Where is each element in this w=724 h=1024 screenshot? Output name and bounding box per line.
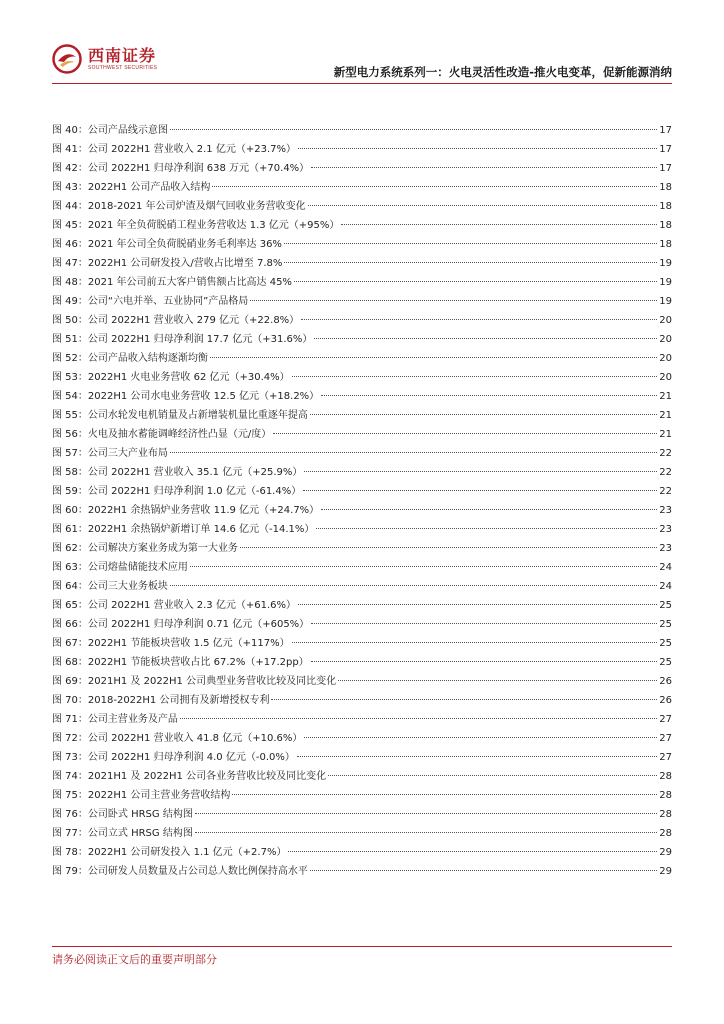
toc-entry-label[interactable]: 图 60：2022H1 余热锅炉业务营收 11.9 亿元（+24.7%） [52, 505, 320, 516]
toc-leader-dots [195, 832, 657, 833]
toc-leader-dots [294, 281, 657, 282]
toc-entry-label[interactable]: 图 55：公司水轮发电机销量及占新增装机量比重逐年提高 [52, 410, 308, 421]
toc-entry[interactable] [52, 672, 672, 691]
toc-entry-page[interactable]: 18 [659, 220, 672, 231]
report-title: 新型电力系统系列一：火电灵活性改造-推火电变革，促新能源消纳 [333, 65, 672, 79]
toc-leader-dots [170, 585, 657, 586]
toc-entry[interactable] [52, 311, 672, 330]
logo-english-name: SOUTHWEST SECURITIES [88, 64, 158, 71]
toc-entry-label[interactable]: 图 50：公司 2022H1 营业收入 279 亿元（+22.8%） [52, 315, 300, 326]
toc-leader-dots [304, 471, 657, 472]
toc-entry-label[interactable]: 图 59：公司 2022H1 归母净利润 1.0 亿元（-61.4%） [52, 486, 302, 497]
toc-entry-page[interactable]: 28 [659, 809, 672, 820]
toc-entry[interactable] [52, 235, 672, 254]
toc-entry-label[interactable]: 图 78：2022H1 公司研发投入 1.1 亿元（+2.7%） [52, 847, 287, 858]
toc-entry-label[interactable]: 图 66：公司 2022H1 归母净利润 0.71 亿元（+605%） [52, 619, 310, 630]
toc-entry[interactable] [52, 862, 672, 881]
toc-entry-label[interactable]: 图 73：公司 2022H1 归母净利润 4.0 亿元（-0.0%） [52, 752, 295, 763]
toc-entry-page[interactable]: 17 [659, 163, 672, 174]
toc-entry-label[interactable]: 图 72：公司 2022H1 营业收入 41.8 亿元（+10.6%） [52, 733, 303, 744]
toc-entry[interactable] [52, 330, 672, 349]
toc-entry[interactable] [52, 767, 672, 786]
toc-leader-dots [311, 167, 657, 168]
toc-entry-page[interactable]: 20 [659, 353, 672, 364]
toc-entry-page[interactable]: 23 [659, 524, 672, 535]
toc-entry[interactable] [52, 691, 672, 710]
toc-leader-dots [310, 414, 657, 415]
toc-entry[interactable] [52, 558, 672, 577]
toc-entry[interactable] [52, 159, 672, 178]
toc-entry-label[interactable]: 图 58：公司 2022H1 营业收入 35.1 亿元（+25.9%） [52, 467, 303, 478]
toc-leader-dots [308, 205, 658, 206]
toc-entry-label[interactable]: 图 70：2018-2022H1 公司拥有及新增授权专利 [52, 695, 270, 706]
toc-entry[interactable] [52, 653, 672, 672]
toc-entry-label[interactable]: 图 65：公司 2022H1 营业收入 2.3 亿元（+61.6%） [52, 600, 296, 611]
toc-entry-page[interactable]: 24 [659, 581, 672, 592]
toc-leader-dots [310, 870, 657, 871]
toc-entry-label[interactable]: 图 47：2022H1 公司研发投入/营收占比增至 7.8% [52, 258, 283, 269]
toc-entry-page[interactable]: 25 [659, 638, 672, 649]
logo-chinese-name: 西南证券 [88, 45, 157, 65]
toc-entry-label[interactable]: 图 69：2021H1 及 2022H1 公司典型业务营收比较及同比变化 [52, 676, 337, 687]
toc-entry-label[interactable]: 图 40：公司产品线示意图 [52, 125, 168, 136]
toc-entry-page[interactable]: 20 [659, 372, 672, 383]
toc-entry-page[interactable]: 27 [659, 752, 672, 763]
toc-leader-dots [297, 756, 657, 757]
toc-leader-dots [170, 452, 657, 453]
toc-leader-dots [273, 433, 657, 434]
toc-entry[interactable] [52, 368, 672, 387]
toc-entry-page[interactable]: 20 [659, 334, 672, 345]
toc-leader-dots [190, 566, 657, 567]
toc-entry-label[interactable]: 图 43：2022H1 公司产品收入结构 [52, 182, 211, 193]
toc-entry-page[interactable]: 21 [659, 410, 672, 421]
toc-entry-page[interactable]: 29 [659, 866, 672, 877]
footer-divider [52, 946, 672, 947]
toc-entry-page[interactable]: 27 [659, 733, 672, 744]
toc-entry-label[interactable]: 图 41：公司 2022H1 营业收入 2.1 亿元（+23.7%） [52, 144, 296, 155]
toc-entry[interactable] [52, 444, 672, 463]
toc-entry-label[interactable]: 图 74：2021H1 及 2022H1 公司各业务营收比较及同比变化 [52, 771, 327, 782]
toc-entry[interactable] [52, 425, 672, 444]
toc-leader-dots [284, 262, 657, 263]
toc-entry-page[interactable]: 20 [659, 315, 672, 326]
toc-entry-label[interactable]: 图 56：火电及抽水蓄能调峰经济性凸显（元/度） [52, 429, 272, 440]
toc-entry-page[interactable]: 21 [659, 429, 672, 440]
toc-leader-dots [321, 509, 657, 510]
toc-entry[interactable] [52, 273, 672, 292]
toc-entry-page[interactable]: 18 [659, 239, 672, 250]
toc-entry[interactable] [52, 216, 672, 235]
toc-entry-page[interactable]: 28 [659, 771, 672, 782]
toc-entry-label[interactable]: 图 53：2022H1 火电业务营收 62 亿元（+30.4%） [52, 372, 290, 383]
toc-entry-page[interactable]: 19 [659, 258, 672, 269]
toc-entry[interactable] [52, 178, 672, 197]
figure-table-of-contents [52, 121, 672, 881]
toc-leader-dots [232, 794, 657, 795]
footer-disclaimer: 请务必阅读正文后的重要声明部分 [52, 953, 217, 966]
toc-entry-label[interactable]: 图 68：2022H1 节能板块营收占比 67.2%（+17.2pp） [52, 657, 309, 668]
toc-leader-dots [170, 129, 657, 130]
toc-leader-dots [304, 737, 657, 738]
toc-entry-label[interactable]: 图 64：公司三大业务板块 [52, 581, 168, 592]
toc-entry-page[interactable]: 19 [659, 277, 672, 288]
logo-mark-icon [52, 44, 82, 74]
toc-entry-label[interactable]: 图 42：公司 2022H1 归母净利润 638 万元（+70.4%） [52, 163, 310, 174]
toc-entry[interactable] [52, 463, 672, 482]
toc-leader-dots [212, 186, 657, 187]
toc-entry-page[interactable]: 22 [659, 467, 672, 478]
toc-entry-page[interactable]: 29 [659, 847, 672, 858]
toc-entry[interactable] [52, 634, 672, 653]
toc-entry-page[interactable]: 25 [659, 657, 672, 668]
toc-entry-page[interactable]: 18 [659, 182, 672, 193]
toc-entry-label[interactable]: 图 67：2022H1 节能板块营收 1.5 亿元（+117%） [52, 638, 290, 649]
toc-entry-page[interactable]: 23 [659, 543, 672, 554]
toc-entry-label[interactable]: 图 44：2018-2021 年公司炉渣及烟气回收业务营收变化 [52, 201, 306, 212]
toc-entry-page[interactable]: 17 [659, 125, 672, 136]
toc-entry-page[interactable]: 22 [659, 448, 672, 459]
toc-entry-label[interactable]: 图 77：公司立式 HRSG 结构图 [52, 828, 193, 839]
toc-entry-label[interactable]: 图 49：公司“六电并举、五业协同”产品格局 [52, 296, 249, 307]
toc-leader-dots [303, 490, 657, 491]
toc-entry[interactable] [52, 710, 672, 729]
toc-entry[interactable] [52, 387, 672, 406]
toc-entry-label[interactable]: 图 54：2022H1 公司水电业务营收 12.5 亿元（+18.2%） [52, 391, 320, 402]
toc-leader-dots [298, 604, 657, 605]
toc-entry-page[interactable]: 27 [659, 714, 672, 725]
toc-entry-label[interactable]: 图 62：公司解决方案业务成为第一大业务 [52, 543, 238, 554]
toc-entry[interactable] [52, 843, 672, 862]
toc-leader-dots [250, 300, 657, 301]
toc-entry-label[interactable]: 图 63：公司熔盐储能技术应用 [52, 562, 188, 573]
toc-entry[interactable] [52, 254, 672, 273]
toc-leader-dots [321, 395, 657, 396]
toc-entry-label[interactable]: 图 75：2022H1 公司主营业务营收结构 [52, 790, 231, 801]
toc-entry-label[interactable]: 图 46：2021 年公司全负荷脱硝业务毛利率达 36% [52, 239, 282, 250]
toc-entry-page[interactable]: 23 [659, 505, 672, 516]
toc-entry-label[interactable]: 图 57：公司三大产业布局 [52, 448, 168, 459]
toc-entry[interactable] [52, 406, 672, 425]
toc-leader-dots [298, 148, 657, 149]
toc-entry-label[interactable]: 图 45：2021 年全负荷脱硝工程业务营收达 1.3 亿元（+95%） [52, 220, 340, 231]
toc-entry-page[interactable]: 19 [659, 296, 672, 307]
toc-entry-label[interactable]: 图 71：公司主营业务及产品 [52, 714, 178, 725]
toc-entry-label[interactable]: 图 48：2021 年公司前五大客户销售额占比高达 45% [52, 277, 292, 288]
toc-leader-dots [180, 718, 657, 719]
toc-entry[interactable] [52, 520, 672, 539]
toc-entry-page[interactable]: 26 [659, 695, 672, 706]
toc-leader-dots [292, 376, 658, 377]
toc-entry[interactable] [52, 292, 672, 311]
toc-leader-dots [195, 813, 657, 814]
toc-entry[interactable] [52, 539, 672, 558]
toc-entry-label[interactable]: 图 51：公司 2022H1 归母净利润 17.7 亿元（+31.6%） [52, 334, 313, 345]
toc-entry-page[interactable]: 18 [659, 201, 672, 212]
toc-leader-dots [292, 642, 658, 643]
toc-entry-page[interactable]: 24 [659, 562, 672, 573]
toc-entry-page[interactable]: 25 [659, 600, 672, 611]
toc-entry[interactable] [52, 615, 672, 634]
toc-leader-dots [311, 623, 657, 624]
toc-entry[interactable] [52, 786, 672, 805]
toc-entry[interactable] [52, 748, 672, 767]
toc-leader-dots [316, 528, 657, 529]
toc-leader-dots [341, 224, 657, 225]
toc-entry-label[interactable]: 图 61：2022H1 余热锅炉新增订单 14.6 亿元（-14.1%） [52, 524, 315, 535]
toc-entry[interactable] [52, 197, 672, 216]
toc-leader-dots [288, 851, 657, 852]
toc-entry[interactable] [52, 349, 672, 368]
toc-entry-page[interactable]: 25 [659, 619, 672, 630]
toc-leader-dots [284, 243, 657, 244]
toc-entry[interactable] [52, 805, 672, 824]
toc-entry[interactable] [52, 596, 672, 615]
toc-entry-label[interactable]: 图 52：公司产品收入结构逐渐均衡 [52, 353, 208, 364]
toc-leader-dots [240, 547, 657, 548]
toc-leader-dots [311, 661, 658, 662]
toc-entry[interactable] [52, 501, 672, 520]
toc-leader-dots [314, 338, 657, 339]
toc-entry[interactable] [52, 824, 672, 843]
toc-entry-page[interactable]: 26 [659, 676, 672, 687]
toc-entry-page[interactable]: 22 [659, 486, 672, 497]
toc-entry[interactable] [52, 729, 672, 748]
toc-entry[interactable] [52, 577, 672, 596]
toc-leader-dots [338, 680, 657, 681]
toc-entry-label[interactable]: 图 76：公司卧式 HRSG 结构图 [52, 809, 193, 820]
header-divider [52, 83, 672, 84]
toc-leader-dots [210, 357, 657, 358]
toc-entry[interactable] [52, 121, 672, 140]
toc-entry[interactable] [52, 482, 672, 501]
toc-leader-dots [271, 699, 657, 700]
company-logo [52, 44, 157, 74]
toc-entry-page[interactable]: 28 [659, 828, 672, 839]
toc-entry-page[interactable]: 21 [659, 391, 672, 402]
toc-entry-label[interactable]: 图 79：公司研发人员数量及占公司总人数比例保持高水平 [52, 866, 308, 877]
toc-entry-page[interactable]: 17 [659, 144, 672, 155]
toc-entry[interactable] [52, 140, 672, 159]
toc-entry-page[interactable]: 28 [659, 790, 672, 801]
toc-leader-dots [301, 319, 657, 320]
toc-leader-dots [328, 775, 657, 776]
